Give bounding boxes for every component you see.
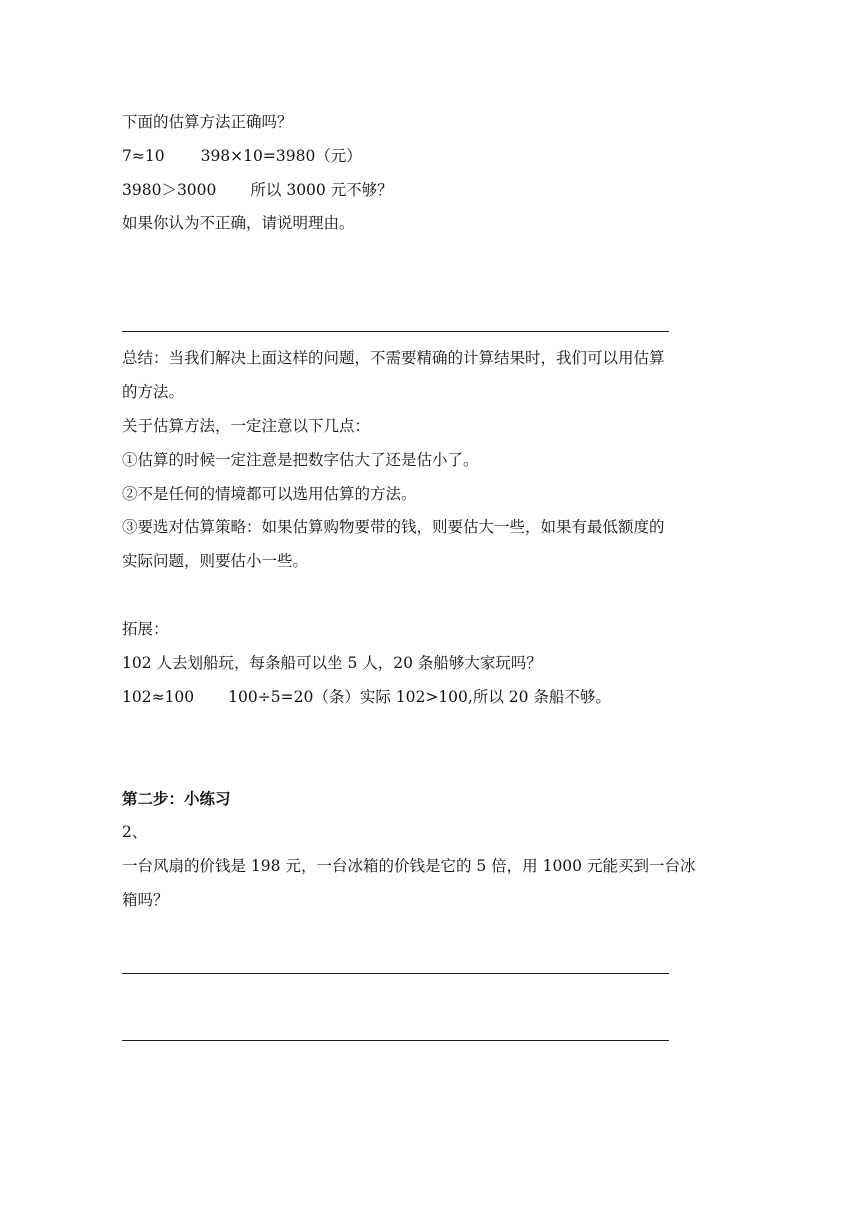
- exercise-number: 2、: [122, 823, 148, 841]
- summary-line-1: 总结：当我们解决上面这样的问题，不需要精确的计算结果时，我们可以用估算: [122, 349, 665, 367]
- instruction-text: 如果你认为不正确，请说明理由。: [122, 214, 355, 232]
- extension-heading: 拓展：: [122, 620, 169, 638]
- extension-estimate: 102≈100: [122, 688, 195, 706]
- summary-point-1: ①估算的时候一定注意是把数字估大了还是估小了。: [122, 451, 479, 469]
- calc-conclusion: 所以 3000 元不够？: [250, 181, 393, 199]
- calc-estimate: 7≈10: [122, 147, 165, 165]
- extension-solution: [122, 687, 611, 707]
- extension-problem: 102 人去划船玩，每条船可以坐 5 人，20 条船够大家玩吗？: [122, 654, 542, 672]
- extension-result: 100÷5=20（条）实际 102>100,所以 20 条船不够。: [228, 688, 611, 706]
- calc-compare: 3980＞3000: [122, 181, 217, 199]
- calculation-line-1: [122, 146, 362, 166]
- calc-product: 398×10=3980（元）: [200, 147, 362, 165]
- summary-intro: 关于估算方法，一定注意以下几点：: [122, 417, 371, 435]
- summary-point-3-line-1: ③要选对估算策略：如果估算购物要带的钱，则要估大一些，如果有最低额度的: [122, 518, 665, 536]
- answer-line-3[interactable]: [122, 1040, 669, 1041]
- summary-line-2: 的方法。: [122, 383, 185, 401]
- calculation-line-2: [122, 180, 393, 200]
- summary-point-2: ②不是任何的情境都可以选用估算的方法。: [122, 485, 417, 503]
- answer-line-1[interactable]: [122, 331, 669, 332]
- exercise-problem-line-2: 箱吗？: [122, 891, 169, 909]
- exercise-problem-line-1: 一台风扇的价钱是 198 元，一台冰箱的价钱是它的 5 倍，用 1000 元能买到一台冰: [122, 857, 696, 875]
- summary-point-3-line-2: 实际问题，则要估小一些。: [122, 552, 309, 570]
- answer-line-2[interactable]: [122, 973, 669, 974]
- step2-heading: 第二步：小练习: [122, 789, 231, 808]
- question-text: 下面的估算方法正确吗？: [122, 113, 293, 131]
